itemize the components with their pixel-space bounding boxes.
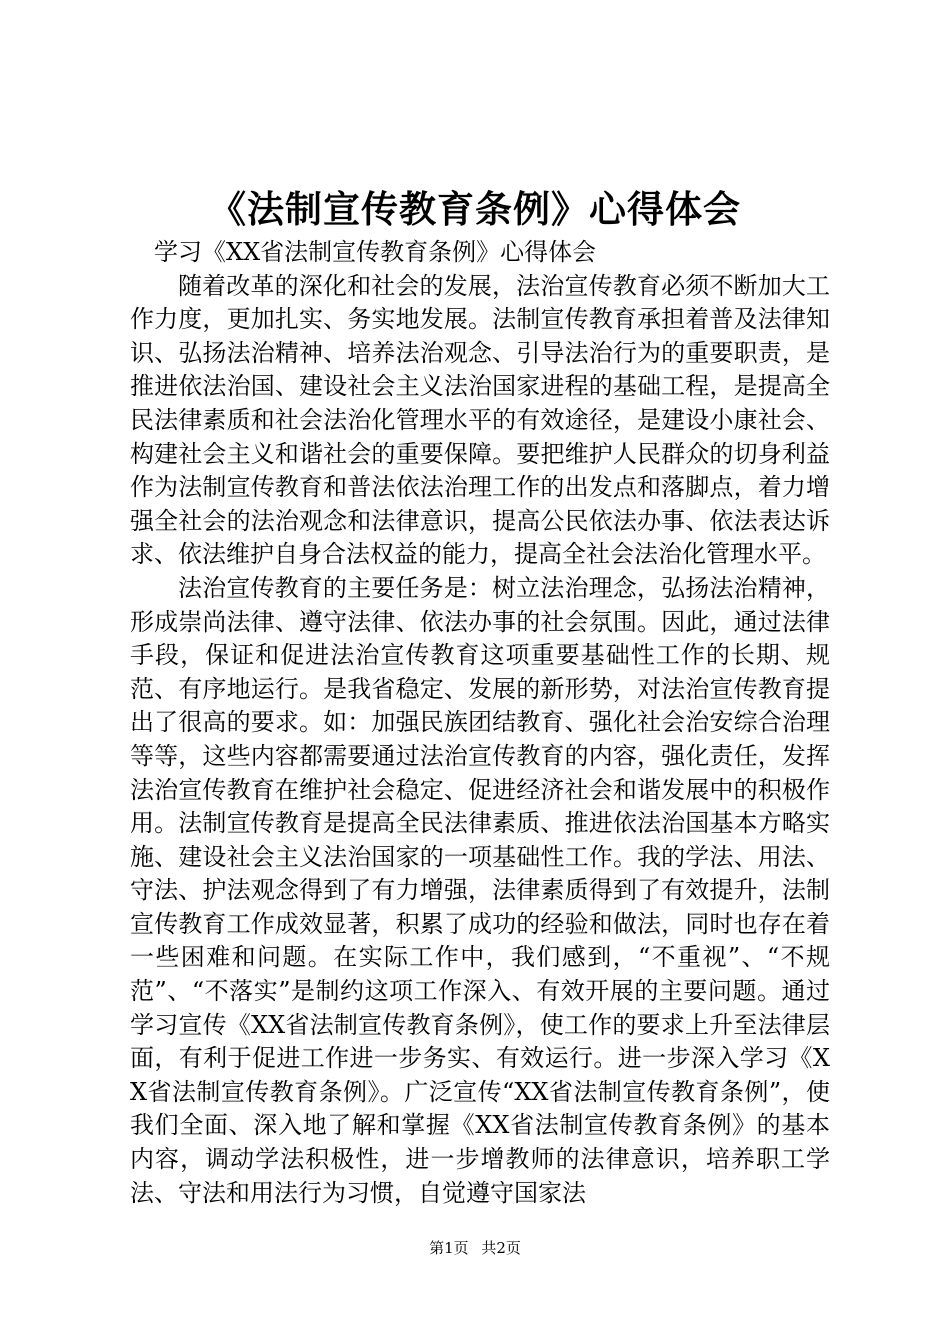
body-paragraph-2: 法治宣传教育的主要任务是：树立法治理念，弘扬法治精神，形成崇尚法律、遵守法律、依法办事的社会氛围。因此，通过法律手段，保证和促进法治宣传教育这项重要基础性工作的长期、规范、有序地运行。是我省稳定、发展的新形势，对法治宣传教育提出了很高的要求。如：加强民族团结教育、强化社会治安综合治理等等，这些内容都需要通过法治宣传教育的内容，强化责任，发挥法治宣传教育在维护社会稳定、促进经济社会和谐发展中的积极作用。法制宣传教育是提高全民法律素质、推进依法治国基本方略实施、建设社会主义法治国家的一项基础性工作。我的学法、用法、守法、护法观念得到了有力增强，法律素质得到了有效提升，法制宣传教育工作成效显著，积累了成功的经验和做法，同时也存在着一些困难和问题。在实际工作中，我们感到，“不重视”、“不规范”、“不落实”是制约这项工作深入、有效开展的主要问题。通过学习宣传《XX省法制宣传教育条例》，使工作的要求上升至法律层面，有利于促进工作进一步务实、有效运行。进一步深入学习《XX省法制宣传教育条例》。广泛宣传“XX省法制宣传教育条例”，使我们全面、深入地了解和掌握《XX省法制宣传教育条例》的基本内容，调动学法积极性，进一步增教师的法律意识，培养职工学法、守法和用法行为习惯，自觉遵守国家法 — [130, 573, 830, 1207]
page-number-current: 第1页 — [429, 1239, 469, 1257]
document-title: 《法制宣传教育条例》心得体会 — [209, 187, 741, 231]
body-paragraph-1: 随着改革的深化和社会的发展，法治宣传教育必须不断加大工作力度，更加扎实、务实地发展。法制宣传教育承担着普及法律知识、弘扬法治精神、培养法治观念、引导法治行为的重要职责，是推进依法治国、建设社会主义法治国家进程的基础工程，是提高全民法律素质和社会法治化管理水平的有效途径，是建设小康社会、构建社会主义和谐社会的重要保障。要把维护人民群众的切身利益作为法制宣传教育和普法依法治理工作的出发点和落脚点，着力增强全社会的法治观念和法律意识，提高公民依法办事、依法表达诉求、依法维护自身合法权益的能力，提高全社会法治化管理水平。 — [130, 271, 830, 569]
document-body — [130, 236, 830, 1210]
page-footer — [0, 1238, 950, 1258]
page-number-total: 共2页 — [481, 1239, 521, 1257]
subtitle-paragraph: 学习《XX省法制宣传教育条例》心得体会 — [154, 238, 597, 266]
